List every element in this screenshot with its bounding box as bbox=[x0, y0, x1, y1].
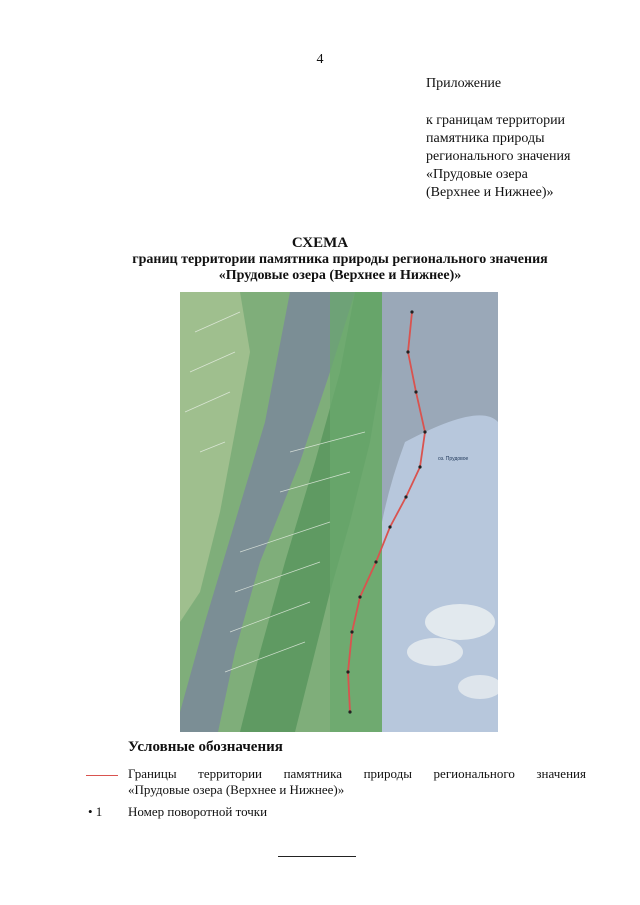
map-green-strip bbox=[330, 292, 382, 732]
legend-point-text: Номер поворотной точки bbox=[128, 804, 268, 819]
boundary-map bbox=[180, 292, 498, 732]
map-graphic bbox=[180, 292, 498, 732]
appendix-line: регионального значения bbox=[426, 149, 571, 164]
turning-point-icon: • 1 bbox=[88, 804, 103, 819]
footer-divider bbox=[278, 856, 356, 857]
appendix-caption bbox=[426, 112, 570, 202]
legend-word: природы bbox=[363, 766, 412, 781]
legend-word: памятника bbox=[283, 766, 342, 781]
map-water-label: оз. Прудовое bbox=[438, 456, 469, 462]
legend-heading: Условные обозначения bbox=[128, 739, 283, 755]
appendix-line: «Прудовые озера bbox=[426, 167, 528, 182]
legend-boundary-text bbox=[128, 766, 586, 798]
map-cloud bbox=[425, 604, 495, 640]
page-number: 4 bbox=[316, 52, 324, 67]
legend-word: территории bbox=[198, 766, 262, 781]
legend-boundary-line2: «Прудовые озера (Верхнее и Нижнее)» bbox=[128, 782, 345, 797]
scheme-subtitle-line: «Прудовые озера (Верхнее и Нижнее)» bbox=[218, 268, 462, 283]
map-cloud bbox=[407, 638, 463, 666]
appendix-line: памятника природы bbox=[426, 131, 545, 146]
scheme-subtitle-line: границ территории памятника природы регионального значения bbox=[132, 252, 548, 267]
appendix-line: (Верхнее и Нижнее)» bbox=[426, 185, 554, 200]
appendix-line: к границам территории bbox=[426, 113, 566, 128]
appendix-title: Приложение bbox=[426, 76, 502, 91]
legend-word: регионального bbox=[433, 766, 515, 781]
legend-word: Границы bbox=[128, 766, 177, 781]
scheme-subtitle bbox=[80, 252, 600, 284]
legend-boundary-line1 bbox=[128, 766, 586, 782]
scheme-title: СХЕМА bbox=[291, 235, 349, 251]
legend-word: значения bbox=[536, 766, 586, 781]
boundary-line-symbol bbox=[86, 775, 118, 776]
